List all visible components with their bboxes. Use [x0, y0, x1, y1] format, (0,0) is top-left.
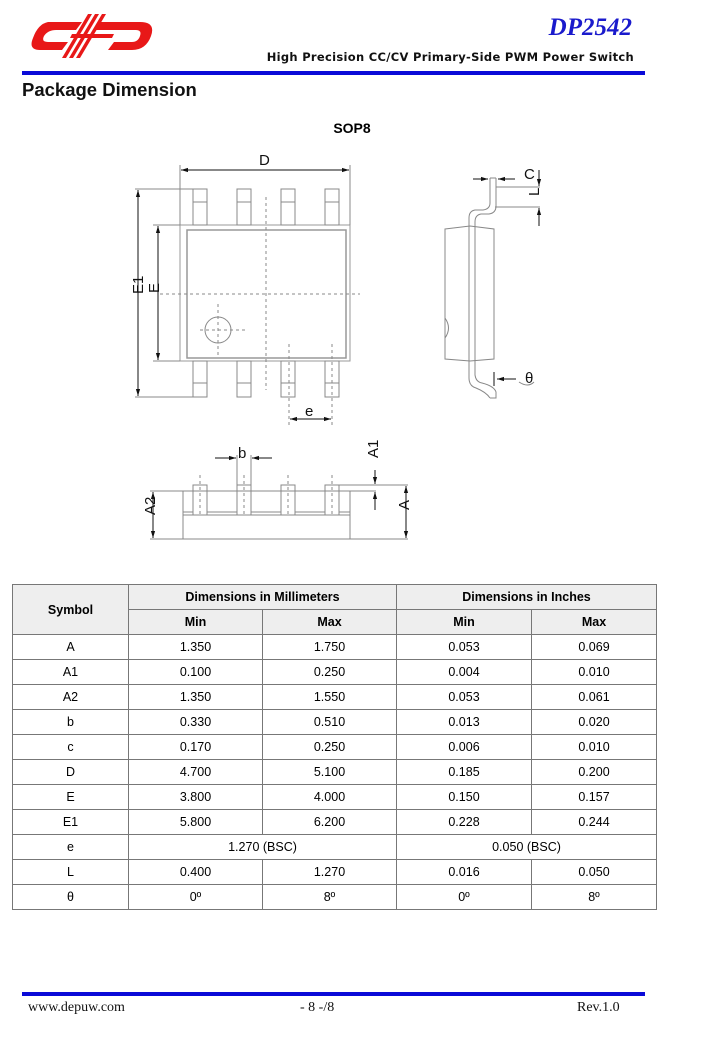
- in-max-cell: 0.061: [532, 685, 657, 710]
- mm-min-cell: 0.100: [129, 660, 263, 685]
- symbol-cell: c: [13, 735, 129, 760]
- table-row: [13, 835, 657, 860]
- document-subtitle: High Precision CC/CV Primary-Side PWM Power Switch: [266, 50, 634, 64]
- mm-min-cell: 0º: [129, 885, 263, 910]
- dimension-table: [12, 584, 657, 910]
- in-group-header: Dimensions in Inches: [397, 585, 657, 610]
- in-min-cell: 0.016: [397, 860, 532, 885]
- symbol-cell: L: [13, 860, 129, 885]
- mm-max-cell: 5.100: [263, 760, 397, 785]
- table-row: [13, 860, 657, 885]
- mm-min-cell: 1.350: [129, 635, 263, 660]
- symbol-cell: θ: [13, 885, 129, 910]
- table-row: [13, 785, 657, 810]
- in-min-cell: 0º: [397, 885, 532, 910]
- revision: Rev.1.0: [577, 1000, 620, 1015]
- label-E: E: [146, 282, 163, 293]
- section-title: Package Dimension: [22, 79, 197, 100]
- symbol-cell: E1: [13, 810, 129, 835]
- in-min-cell: 0.004: [397, 660, 532, 685]
- mm-max-cell: 8º: [263, 885, 397, 910]
- label-E1: E1: [130, 275, 147, 294]
- mm-max-cell: 4.000: [263, 785, 397, 810]
- mm-max-cell: 1.750: [263, 635, 397, 660]
- footer-divider: [22, 992, 645, 996]
- in-max-cell: 0.157: [532, 785, 657, 810]
- label-C: C: [524, 166, 535, 183]
- in-min-cell: 0.006: [397, 735, 532, 760]
- in-max-header: Max: [532, 610, 657, 635]
- mm-max-cell: 1.550: [263, 685, 397, 710]
- table-row: [13, 710, 657, 735]
- symbol-cell: A2: [13, 685, 129, 710]
- symbol-cell: E: [13, 785, 129, 810]
- top-view: [135, 165, 360, 425]
- in-min-cell: 0.053: [397, 685, 532, 710]
- mm-group-header: Dimensions in Millimeters: [129, 585, 397, 610]
- symbol-cell: A1: [13, 660, 129, 685]
- mm-min-cell: 0.330: [129, 710, 263, 735]
- in-max-cell: 0.244: [532, 810, 657, 835]
- page-number: - 8 -/8: [300, 1000, 335, 1015]
- symbol-cell: e: [13, 835, 129, 860]
- in-min-cell: 0.228: [397, 810, 532, 835]
- front-view: [150, 455, 408, 539]
- mm-max-cell: 6.200: [263, 810, 397, 835]
- mm-min-cell: 0.400: [129, 860, 263, 885]
- in-bsc-cell: 0.050 (BSC): [397, 835, 657, 860]
- side-view: [445, 178, 540, 398]
- in-min-cell: 0.053: [397, 635, 532, 660]
- label-A1: A1: [365, 439, 382, 458]
- footer-website: www.depuw.com: [28, 1000, 125, 1015]
- mm-min-cell: 1.350: [129, 685, 263, 710]
- label-theta: θ: [525, 370, 534, 387]
- label-A2: A2: [142, 496, 159, 515]
- label-e: e: [305, 403, 314, 420]
- in-max-cell: 0.010: [532, 660, 657, 685]
- in-max-cell: 0.010: [532, 735, 657, 760]
- mm-min-cell: 4.700: [129, 760, 263, 785]
- label-D: D: [259, 152, 270, 169]
- table-row: [13, 660, 657, 685]
- symbol-cell: A: [13, 635, 129, 660]
- in-max-cell: 0.200: [532, 760, 657, 785]
- table-row: [13, 685, 657, 710]
- in-max-cell: 0.069: [532, 635, 657, 660]
- mm-max-cell: 0.250: [263, 660, 397, 685]
- symbol-header: Symbol: [13, 585, 129, 635]
- table-row: [13, 885, 657, 910]
- mm-min-header: Min: [129, 610, 263, 635]
- label-L: L: [526, 187, 543, 196]
- document-title: DP2542: [548, 14, 632, 41]
- package-name: SOP8: [333, 120, 371, 136]
- mm-max-cell: 0.250: [263, 735, 397, 760]
- symbol-cell: b: [13, 710, 129, 735]
- table-row: [13, 760, 657, 785]
- in-min-cell: 0.013: [397, 710, 532, 735]
- table-row: [13, 635, 657, 660]
- table-row: [13, 810, 657, 835]
- mm-min-cell: 0.170: [129, 735, 263, 760]
- label-b: b: [238, 445, 247, 462]
- mm-max-header: Max: [263, 610, 397, 635]
- mm-max-cell: 0.510: [263, 710, 397, 735]
- in-min-cell: 0.150: [397, 785, 532, 810]
- in-max-cell: 0.050: [532, 860, 657, 885]
- mm-min-cell: 3.800: [129, 785, 263, 810]
- mm-bsc-cell: 1.270 (BSC): [129, 835, 397, 860]
- mm-max-cell: 1.270: [263, 860, 397, 885]
- table-row: [13, 735, 657, 760]
- label-A: A: [396, 499, 413, 510]
- in-max-cell: 8º: [532, 885, 657, 910]
- symbol-cell: D: [13, 760, 129, 785]
- in-min-header: Min: [397, 610, 532, 635]
- mm-min-cell: 5.800: [129, 810, 263, 835]
- in-min-cell: 0.185: [397, 760, 532, 785]
- in-max-cell: 0.020: [532, 710, 657, 735]
